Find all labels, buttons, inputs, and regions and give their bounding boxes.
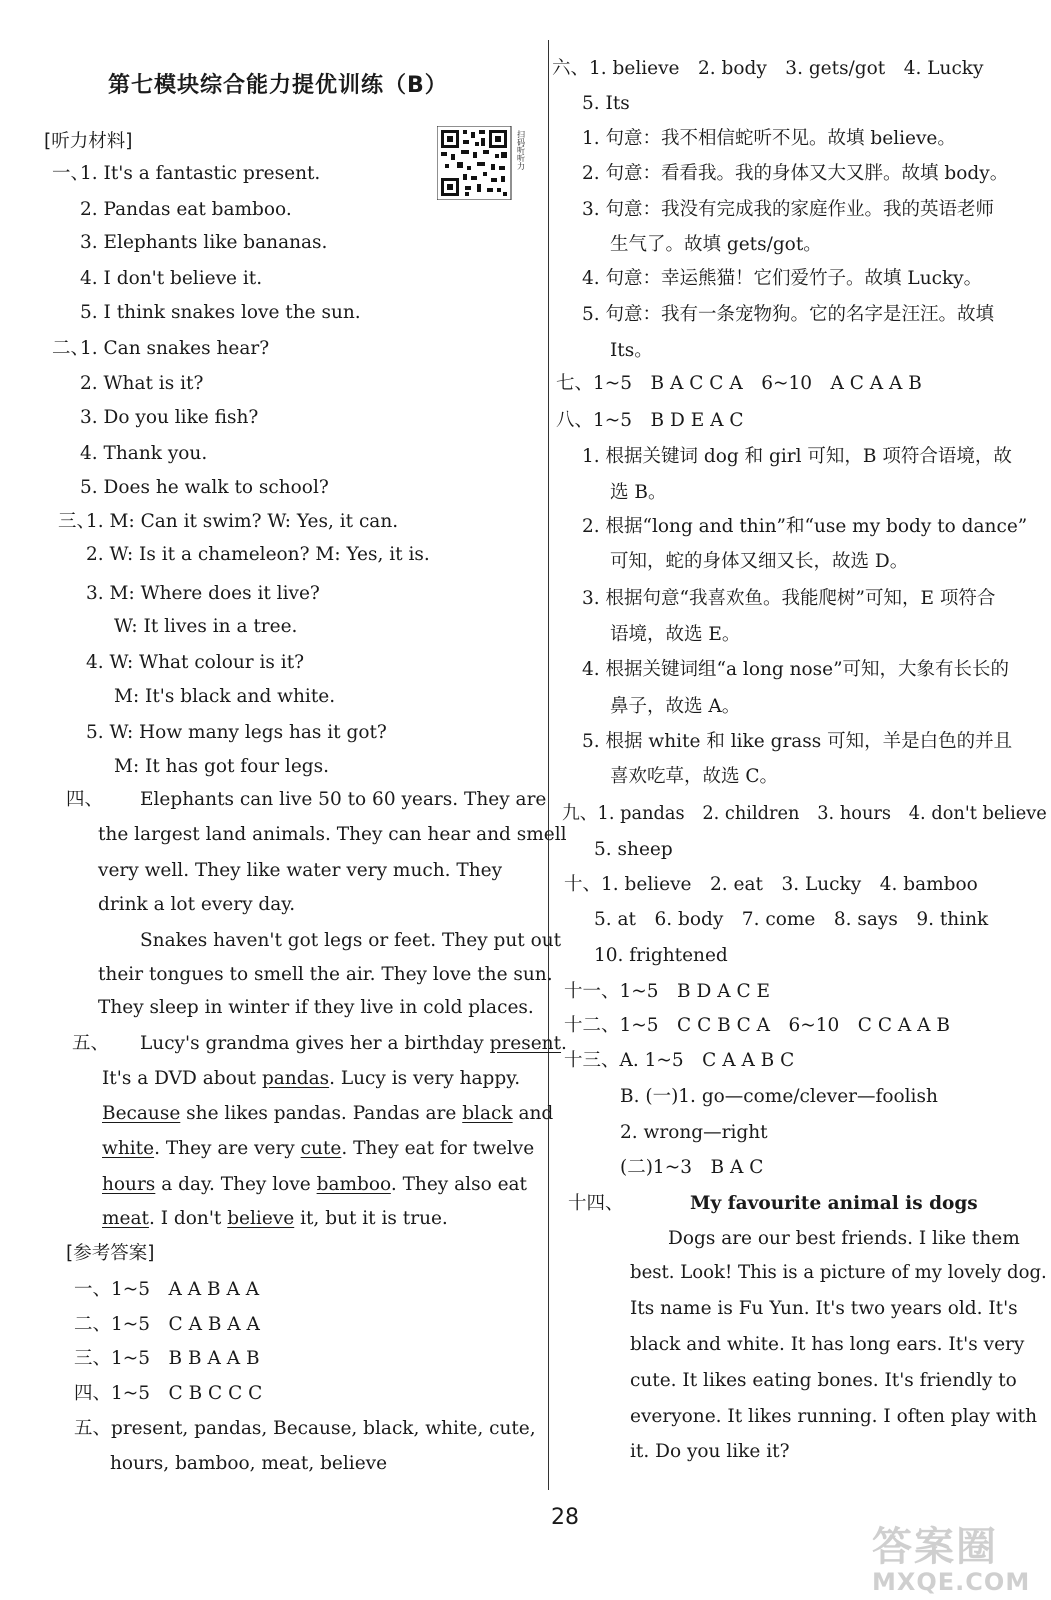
answers-header: [参考答案] [66,1243,155,1264]
column-divider [548,40,549,1490]
s3-line: M: It has got four legs. [114,756,329,777]
s4-line: their tongues to smell the air. They love the sun. [98,964,553,985]
section-2-label: 二、 [52,338,90,359]
essay-line: everyone. It likes running. I often play with [630,1406,1037,1427]
s4-line: the largest land animals. They can hear and smell [98,824,567,845]
s4-line: drink a lot every day. [98,894,296,915]
s5-line: It's a DVD about pandas. Lucy is very happy. [102,1068,521,1089]
answer-line: 二、1~5 C A B A A [74,1314,260,1335]
s5-line: meat. I don't believe it, but it is true. [102,1208,448,1229]
section-1-label: 一、 [52,163,90,184]
underlined-word: black [462,1103,513,1124]
r6-line: 5. Its [582,93,630,114]
essay-line: best. Look! This is a picture of my lovely dog. [630,1262,1047,1283]
underlined-word: meat [102,1208,149,1229]
r8-line: 可知，蛇的身体又细又长，故选 D。 [610,551,909,572]
s4-line: very well. They like water very much. They [98,860,503,881]
r10-line: 10. frightened [594,945,728,966]
r8-line: 语境，故选 E。 [610,624,741,645]
answer-line: 四、1~5 C B C C C [74,1383,263,1404]
r6-line: 4. 句意：幸运熊猫！它们爱竹子。故填 Lucky。 [582,268,983,289]
s3-line: 4. W: What colour is it? [86,652,305,673]
answer-line: hours, bamboo, meat, believe [110,1453,388,1474]
essay-line: it. Do you like it? [630,1441,790,1462]
r8-line: 4. 根据关键词组“a long nose”可知，大象有长长的 [582,659,1010,680]
s1-line: 1. It's a fantastic present. [80,163,321,184]
r8-line: 选 B。 [610,482,667,503]
qr-code [437,126,527,200]
r6-line: 2. 句意：看看我。我的身体又大又胖。故填 body。 [582,163,1009,184]
r8-line: 5. 根据 white 和 like grass 可知，羊是白色的并且 [582,731,1013,752]
s1-line: 2. Pandas eat bamboo. [80,199,292,220]
r13-line: 2. wrong—right [620,1122,768,1143]
qr-caption: 扫码听听力 [516,130,526,170]
underlined-word: pandas [261,1068,330,1089]
r6-line: 生气了。故填 gets/got。 [610,234,822,255]
r8-line: 喜欢吃草，故选 C。 [610,766,779,787]
r10-line: 5. at 6. body 7. come 8. says 9. think [594,909,989,930]
s1-line: 3. Elephants like bananas. [80,232,328,253]
section-5-label: 五、 [72,1033,110,1054]
section-3-label: 三、 [58,511,96,532]
watermark [872,1515,1042,1595]
underlined-word: believe [227,1208,295,1229]
underlined-word: hours [102,1174,156,1195]
answer-line: 三、1~5 B B A A B [74,1348,260,1369]
underlined-word: white [102,1138,155,1159]
s2-line: 1. Can snakes hear? [80,338,270,359]
s2-line: 5. Does he walk to school? [80,477,329,498]
s4-line: Elephants can live 50 to 60 years. They are [140,789,547,810]
r8-line: 1. 根据关键词 dog 和 girl 可知，B 项符合语境，故 [582,446,1012,467]
s1-line: 5. I think snakes love the sun. [80,302,361,323]
r13-line: (二)1~3 B A C [620,1157,764,1178]
r6-line: Its。 [610,340,653,361]
r6-line: 3. 句意：我没有完成我的家庭作业。我的英语老师 [582,199,995,220]
s3-line: 1. M: Can it swim? W: Yes, it can. [86,511,399,532]
r9-line: 九、1. pandas 2. children 3. hours 4. don't believe [562,803,1047,824]
s4-line: Snakes haven't got legs or feet. They put out [140,930,562,951]
underlined-word: bamboo [316,1174,391,1195]
r8-line: 鼻子，故选 A。 [610,696,741,717]
r11-line: 十一、1~5 B D A C E [564,981,771,1002]
essay-line: Dogs are our best friends. I like them [668,1228,1020,1249]
essay-line: black and white. It has long ears. It's very [630,1334,1025,1355]
page-title: 第七模块综合能力提优训练（B） [108,73,448,98]
r9-line: 5. sheep [594,839,673,860]
r8-line: 2. 根据“long and thin”和“use my body to dance” [582,516,1028,537]
section-4-label: 四、 [66,789,104,810]
listening-header: [听力材料] [44,131,133,152]
s3-line: 2. W: Is it a chameleon? M: Yes, it is. [86,544,430,565]
underlined-word: cute [300,1138,342,1159]
s5-line: Lucy's grandma gives her a birthday present. [140,1033,567,1054]
s2-line: 3. Do you like fish? [80,407,259,428]
page-number: 28 [551,1505,579,1530]
essay-line: Its name is Fu Yun. It's two years old. It's [630,1298,1018,1319]
r12-line: 十二、1~5 C C B C A 6~10 C C A A B [564,1015,950,1036]
r6-line: 1. 句意：我不相信蛇听不见。故填 believe。 [582,128,956,149]
underlined-word: present [489,1033,562,1054]
r7-line: 七、1~5 B A C C A 6~10 A C A A B [556,373,922,394]
essay-line: cute. It likes eating bones. It's friendly to [630,1370,1017,1391]
watermark-line2: MXQE.COM [872,1568,1031,1596]
r13-line: 十三、A. 1~5 C A A B C [564,1050,795,1071]
r14-label: 十四、 [568,1193,624,1214]
r10-line: 十、1. believe 2. eat 3. Lucky 4. bamboo [564,874,978,895]
s4-line: They sleep in winter if they live in cold places. [98,997,534,1018]
r6-line: 六、1. believe 2. body 3. gets/got 4. Lucky [552,58,984,79]
r8-line: 八、1~5 B D E A C [556,410,744,431]
s3-line: W: It lives in a tree. [114,616,298,637]
s2-line: 4. Thank you. [80,443,208,464]
s5-line: hours a day. They love bamboo. They also eat [102,1174,527,1195]
r13-line: B. (一)1. go—come/clever—foolish [620,1086,938,1107]
answer-line: 五、present, pandas, Because, black, white, cute, [74,1418,536,1439]
s1-line: 4. I don't believe it. [80,268,263,289]
underlined-word: Because [102,1103,181,1124]
s3-line: M: It's black and white. [114,686,336,707]
essay-title: My favourite animal is dogs [690,1193,978,1214]
s5-line: Because she likes pandas. Pandas are black and [102,1103,554,1124]
watermark-line1: 答案圈 [872,1524,998,1570]
answer-line: 一、1~5 A A B A A [74,1279,260,1300]
s2-line: 2. What is it? [80,373,204,394]
s3-line: 3. M: Where does it live? [86,583,320,604]
r6-line: 5. 句意：我有一条宠物狗。它的名字是汪汪。故填 [582,304,995,325]
s5-line: white. They are very cute. They eat for twelve [102,1138,535,1159]
r8-line: 3. 根据句意“我喜欢鱼。我能爬树”可知，E 项符合 [582,588,996,609]
s3-line: 5. W: How many legs has it got? [86,722,387,743]
